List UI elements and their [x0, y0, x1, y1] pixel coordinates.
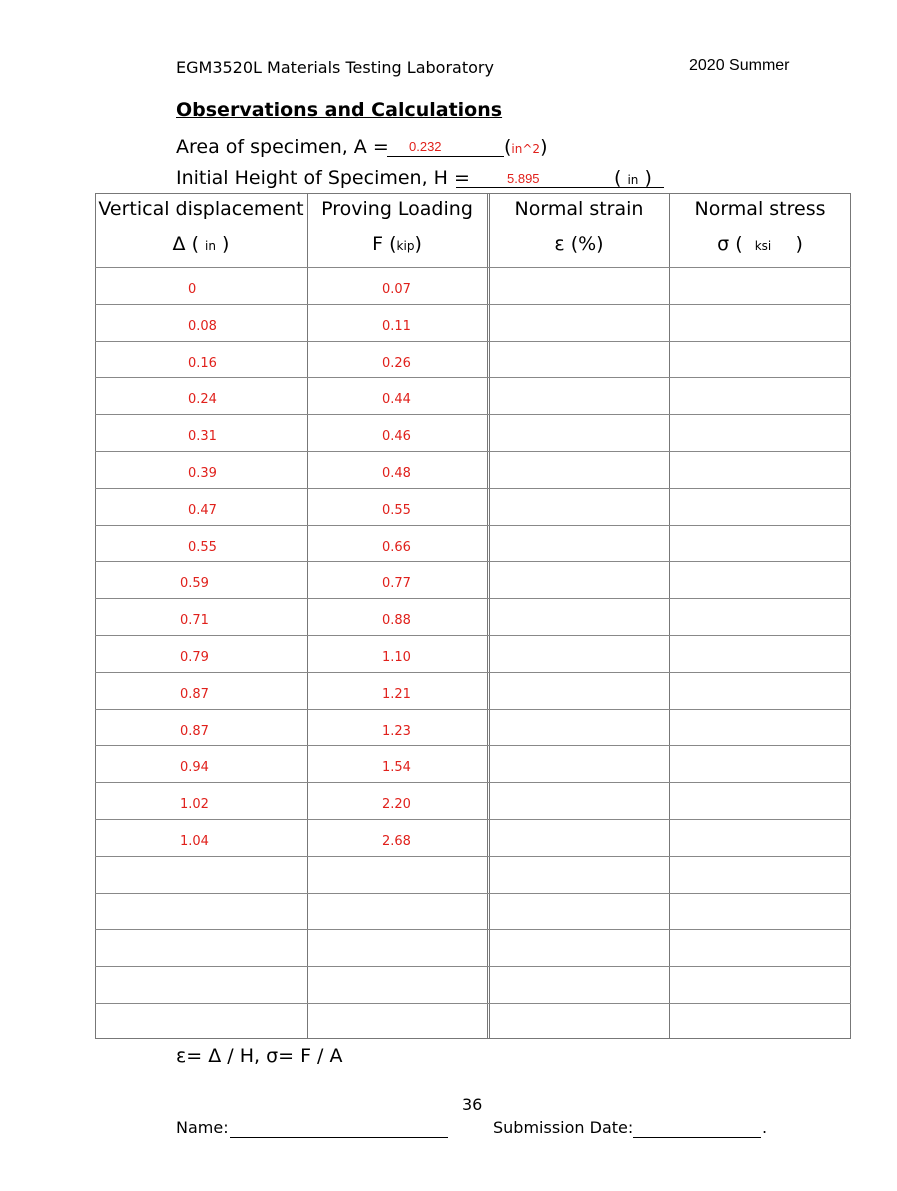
header-stress: Normal stress [694, 198, 826, 220]
displacement-cell: 0.79 [180, 650, 209, 665]
row-divider [95, 414, 851, 415]
formula: ε= Δ / H, σ= F / A [176, 1045, 343, 1067]
displacement-cell: 0.39 [188, 466, 217, 481]
row-divider [95, 267, 851, 268]
row-divider [95, 819, 851, 820]
load-cell: 1.23 [382, 724, 411, 739]
row-divider [95, 525, 851, 526]
area-blank[interactable] [387, 156, 504, 157]
height-label: Initial Height of Specimen, H = [176, 167, 470, 189]
column-divider [669, 193, 670, 1039]
row-divider [95, 745, 851, 746]
displacement-cell: 0.87 [180, 687, 209, 702]
displacement-cell: 0 [188, 282, 197, 297]
load-cell: 1.10 [382, 650, 411, 665]
load-cell: 1.54 [382, 760, 411, 775]
row-divider [95, 1003, 851, 1004]
row-divider [95, 377, 851, 378]
submission-date-field[interactable] [633, 1137, 761, 1138]
displacement-cell: 0.16 [188, 356, 217, 371]
load-cell: 0.88 [382, 613, 411, 628]
displacement-cell: 0.55 [188, 540, 217, 555]
displacement-cell: 0.08 [188, 319, 217, 334]
load-cell: 0.44 [382, 392, 411, 407]
row-divider [95, 893, 851, 894]
displacement-cell: 0.71 [180, 613, 209, 628]
row-divider [95, 341, 851, 342]
area-label: Area of specimen, A = [176, 136, 389, 158]
header-strain-unit: ε (%) [554, 233, 604, 255]
load-cell: 1.21 [382, 687, 411, 702]
column-divider [307, 193, 308, 1039]
submission-date-end: . [762, 1118, 768, 1137]
load-cell: 0.11 [382, 319, 411, 334]
header-displacement: Vertical displacement [98, 198, 304, 220]
area-unit: (in^2) [504, 136, 548, 158]
header-stress-unit: σ ( ksi ) [717, 233, 803, 255]
displacement-cell: 0.94 [180, 760, 209, 775]
displacement-cell: 1.02 [180, 797, 209, 812]
displacement-cell: 0.87 [180, 724, 209, 739]
name-label: Name: [176, 1118, 229, 1137]
displacement-cell: 1.04 [180, 834, 209, 849]
height-unit: ( in ) [614, 167, 652, 189]
load-cell: 0.07 [382, 282, 411, 297]
term-label: 2020 Summer [689, 57, 790, 74]
name-field[interactable] [230, 1137, 448, 1138]
displacement-cell: 0.24 [188, 392, 217, 407]
row-divider [95, 929, 851, 930]
submission-date-label: Submission Date: [493, 1118, 634, 1137]
row-divider [95, 856, 851, 857]
row-divider [95, 635, 851, 636]
load-cell: 0.26 [382, 356, 411, 371]
displacement-cell: 0.59 [180, 576, 209, 591]
displacement-cell: 0.47 [188, 503, 217, 518]
row-divider [95, 561, 851, 562]
column-divider [489, 193, 490, 1039]
load-cell: 0.77 [382, 576, 411, 591]
header-displacement-unit: Δ ( in ) [172, 233, 230, 255]
row-divider [95, 709, 851, 710]
section-title: Observations and Calculations [176, 99, 503, 121]
course-title: EGM3520L Materials Testing Laboratory [176, 58, 494, 77]
area-value: 0.232 [409, 139, 442, 154]
row-divider [95, 598, 851, 599]
load-cell: 2.68 [382, 834, 411, 849]
row-divider [95, 451, 851, 452]
header-load: Proving Loading [321, 198, 473, 220]
header-strain: Normal strain [514, 198, 644, 220]
row-divider [95, 488, 851, 489]
header-load-unit: F (kip) [372, 233, 422, 255]
column-divider [487, 193, 488, 1039]
load-cell: 0.55 [382, 503, 411, 518]
load-cell: 2.20 [382, 797, 411, 812]
row-divider [95, 304, 851, 305]
displacement-cell: 0.31 [188, 429, 217, 444]
load-cell: 0.46 [382, 429, 411, 444]
row-divider [95, 966, 851, 967]
row-divider [95, 672, 851, 673]
page-number: 36 [462, 1095, 483, 1114]
load-cell: 0.48 [382, 466, 411, 481]
load-cell: 0.66 [382, 540, 411, 555]
height-value: 5.895 [507, 171, 540, 186]
row-divider [95, 782, 851, 783]
